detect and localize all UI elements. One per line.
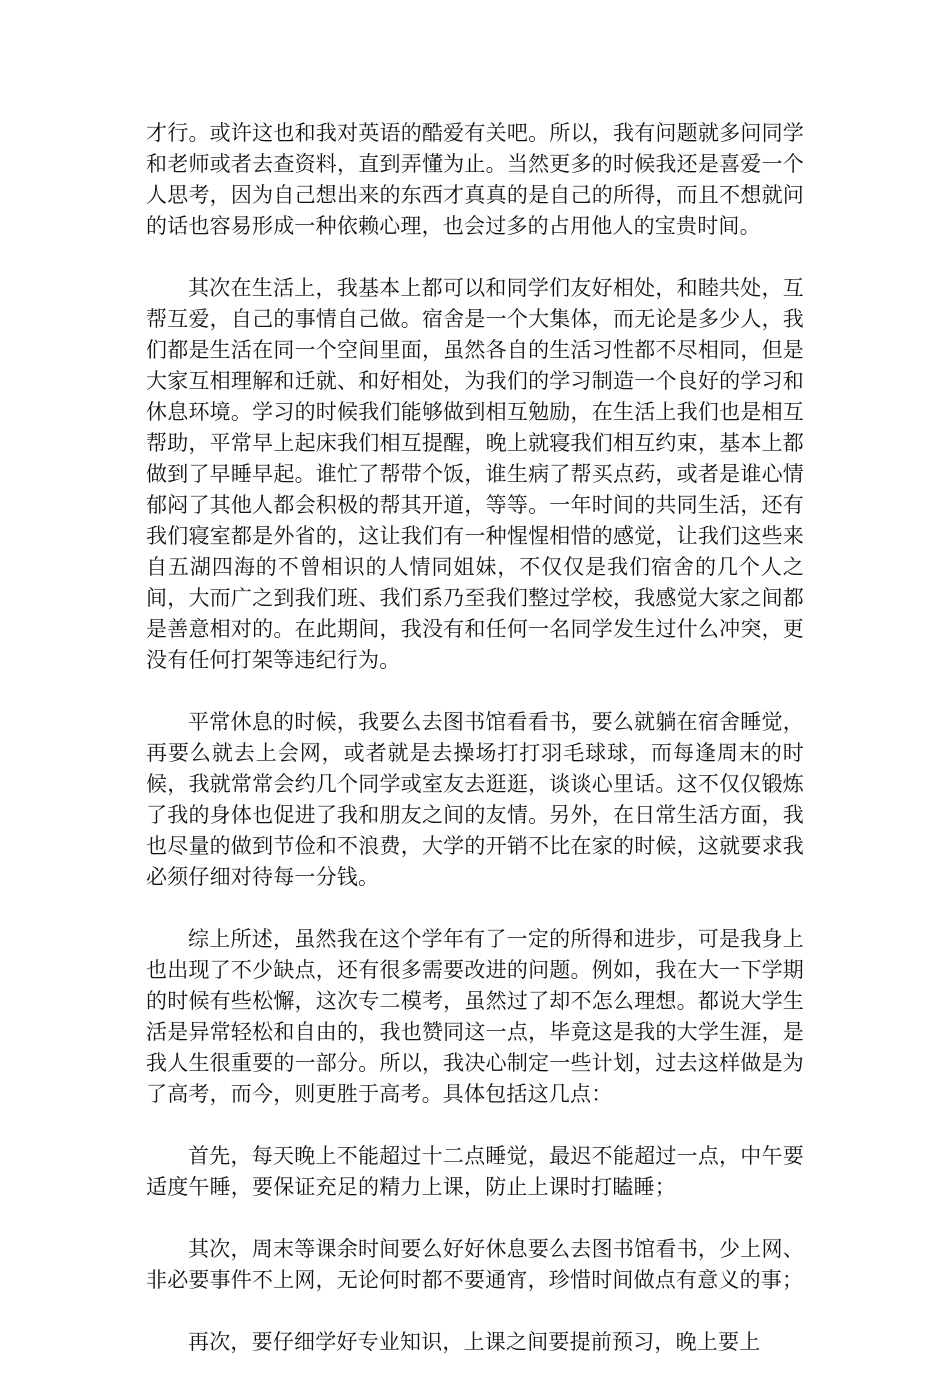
document-page xyxy=(146,118,804,1389)
paragraph-plan-first: 首先，每天晚上不能超过十二点睡觉，最迟不能超过一点，中午要适度午睡，要保证充足的精力上课，防止上课时打瞌睡； xyxy=(146,1144,804,1199)
paragraph-dorm-life: 其次在生活上，我基本上都可以和同学们友好相处，和睦共处，互帮互爱，自己的事情自己做。宿舍是一个大集体，而无论是多少人，我们都是生活在同一个空间里面，虽然各自的生活习性都不尽相同，但是大家互相理解和迁就、和好相处，为我们的学习制造一个良好的学习和休息环境。学习的时候我们能够做到相互勉励，在生活上我们也是相互帮助，平常早上起床我们相互提醒，晚上就寝我们相互约束，基本上都做到了早睡早起。谁忙了帮带个饭，谁生病了帮买点药，或者是谁心情郁闷了其他人都会积极的帮其开道，等等。一年时间的共同生活，还有我们寝室都是外省的，这让我们有一种惺惺相惜的感觉，让我们这些来自五湖四海的不曾相识的人情同姐妹，不仅仅是我们宿舍的几个人之间，大而广之到我们班、我们系乃至我们整过学校，我感觉大家之间都是善意相对的。在此期间，我没有和任何一名同学发生过什么冲突，更没有任何打架等违纪行为。 xyxy=(146,276,804,672)
paragraph-leisure-time: 平常休息的时候，我要么去图书馆看看书，要么就躺在宿舍睡觉，再要么就去上会网，或者就是去操场打打羽毛球球，而每逢周末的时候，我就常常会约几个同学或室友去逛逛，谈谈心里话。这不仅仅锻炼了我的身体也促进了我和朋友之间的友情。另外，在日常生活方面，我也尽量的做到节俭和不浪费，大学的开销不比在家的时候，这就要求我必须仔细对待每一分钱。 xyxy=(146,710,804,889)
paragraph-plan-second: 其次，周末等课余时间要么好好休息要么去图书馆看书，少上网、非必要事件不上网，无论何时都不要通宵，珍惜时间做点有意义的事； xyxy=(146,1237,804,1292)
paragraph-plan-third: 再次，要仔细学好专业知识，上课之间要提前预习，晚上要上 xyxy=(188,1330,761,1354)
paragraph-summary: 综上所述，虽然我在这个学年有了一定的所得和进步，可是我身上也出现了不少缺点，还有很多需要改进的问题。例如，我在大一下学期的时候有些松懈，这次专二模考，虽然过了却不怎么理想。都说大学生活是异常轻松和自由的，我也赞同这一点，毕竟这是我的大学生涯，是我人生很重要的一部分。所以，我决心制定一些计划，过去这样做是为了高考，而今，则更胜于高考。具体包括这几点： xyxy=(146,927,804,1106)
paragraph-english-study: 才行。或许这也和我对英语的酷爱有关吧。所以，我有问题就多问同学和老师或者去查资料，直到弄懂为止。当然更多的时候我还是喜爱一个人思考，因为自己想出来的东西才真真的是自己的所得，而且不想就问的话也容易形成一种依赖心理，也会过多的占用他人的宝贵时间。 xyxy=(146,121,804,238)
